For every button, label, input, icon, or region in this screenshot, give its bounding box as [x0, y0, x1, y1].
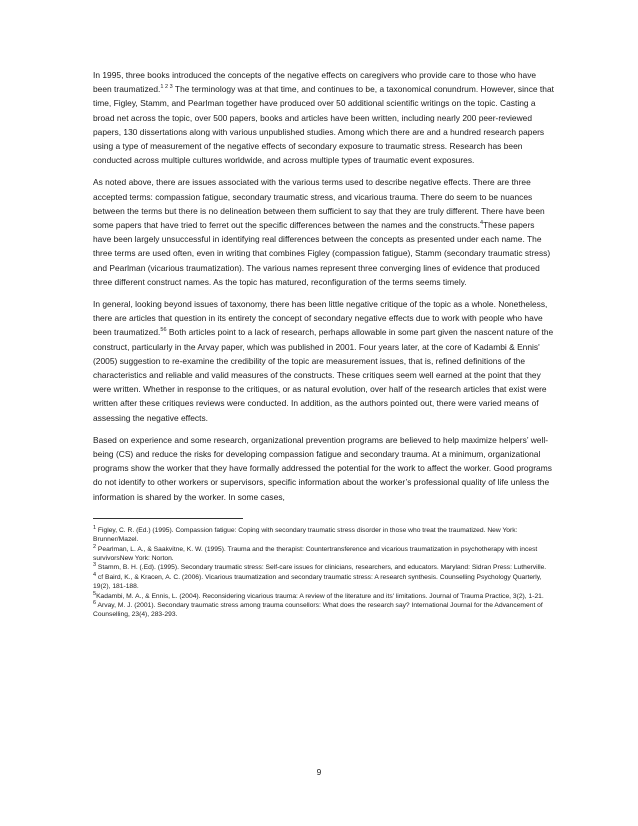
page-number: 9	[316, 767, 322, 777]
footnote-number: 4	[93, 571, 97, 578]
footnote-number: 2	[93, 543, 97, 550]
footnote-reference[interactable]: 4	[479, 220, 484, 227]
paragraph-text: The terminology was at that time, and continues to be, a taxonomical conundrum. However, since that time, Figley, Stamm, and Pearlman together have produced over 50 additional scientific writings on the topic. Casting a broad net across the topic, over 500 papers, books and articles have been written, including nearly 200 peer-reviewed papers, 130 dissertations along with various unpublished studies. Among which there are and a hundred research papers using a type of measurement of the negative effects of secondary exposure to traumatic stress. Research has been conducted across multiple cultures worldwide, and across multiple types of traumatic event exposures.	[93, 84, 554, 166]
footnote-text: Pearlman, L. A., & Saakvitne, K. W. (1995). Trauma and the therapist: Countertransference and vicarious traumatization in psychotherapy with incest survivorsNew York: Norton.	[93, 545, 538, 562]
footnote-5	[93, 592, 554, 601]
body-paragraph-3	[93, 297, 554, 425]
footnote-2	[93, 545, 554, 563]
footnote-reference[interactable]: 1 2 3	[160, 84, 173, 91]
footnote-text: cf Baird, K., & Kracen, A. C. (2006). Vicarious traumatization and secondary traumatic stress: A research synthesis. Counselling Psychology Quarterly, 19(2), 181-188.	[93, 573, 542, 590]
footnote-text: Stamm, B. H. (.Ed). (1995). Secondary traumatic stress: Self-care issues for clinicians, researchers, and educators. Maryland: Sidran Press: Lutherville.	[96, 564, 547, 572]
paragraph-text: In 1995, three books introduced the concepts of the negative effects on caregivers who provide care to those who have been traumatized.	[93, 70, 537, 95]
body-paragraph-4	[93, 433, 554, 504]
paragraph-text: As noted above, there are issues associated with the various terms used to describe negative effects. There are three accepted terms: compassion fatigue, secondary traumatic stress, and vicarious trauma. There do seem to be nuances between the terms but there is no delineation between them sufficient to say that they are truly different. There have been some papers that have tried to ferret out the specific differences between the names and the constructs.	[93, 177, 545, 231]
footnote-4	[93, 573, 554, 591]
footnote-separator	[93, 518, 243, 519]
body-paragraph-2	[93, 175, 554, 289]
paragraph-text: These papers have been largely unsuccessful in identifying real differences between the concepts as presented under each name. The three terms are used often, even in writing that combines Figley (compassion fatigue), Stamm (secondary traumatic stress) and Pearlman (vicarious traumatization). The various names represent three converging lines of evidence that produced three different construct names. As the topic has matured, reconfiguration of the terms seems timely.	[93, 220, 551, 287]
body-paragraph-1	[93, 68, 554, 167]
footnote-text: Kadambi, M. A., & Ennis, L. (2004). Reconsidering vicarious trauma: A review of the literature and its' limitations. Journal of Trauma Practice, 3(2), 1-21.	[96, 592, 544, 600]
footnote-text: Arvay, M. J. (2001). Secondary traumatic stress among trauma counsellors: What does the research say? International Journal for the Advancement of Counselling, 23(4), 283-293.	[93, 602, 543, 619]
footnote-3	[93, 563, 554, 572]
footnote-number: 3	[93, 562, 97, 569]
footnote-number: 5	[93, 590, 97, 597]
footnote-text: Figley, C. R. (Ed.) (1995). Compassion fatigue: Coping with secondary traumatic stress disorder in those who treat the traumatized. New York: Brunner/Mazel.	[93, 526, 518, 543]
footnote-number: 6	[93, 599, 97, 606]
footnote-1	[93, 526, 554, 544]
paragraph-text: Both articles point to a lack of research, perhaps allowable in some part given the nascent nature of the construct, particularly in the Arvay paper, which was published in 2001. Four years later, at the core of Kadambi & Ennis' (2005) suggestion to re-examine the credibility of the topic are measurement issues, that is, refined definitions of the characteristics and reliable and valid measures of the constructs. These critiques seem well earned at the point that they were written. Whether in response to the critiques, or as natural evolution, over half of the research articles that exist were written after these critiques reviews were conducted. In addition, as the authors pointed out, there were varied means of assessing the negative effects.	[93, 327, 554, 423]
footnote-number: 1	[93, 524, 97, 531]
footnote-6	[93, 601, 554, 619]
paragraph-text: In general, looking beyond issues of taxonomy, there has been little negative critique of the topic as a whole. Nonetheless, there are articles that question in its entirety the concept of secondary negative effects due to work with people who have been traumatized.	[93, 299, 548, 338]
paragraph-text: Based on experience and some research, organizational prevention programs are believed to help maximize helpers’ well-being (CS) and reduce the risks for developing compassion fatigue and secondary trauma. At a minimum, organizational programs show the worker that they have formally addressed the potential for the work to affect the worker. Good programs do not identify to other workers or supervisors, specific information about the worker’s professional quality of life unless the information is shared by the worker. In some cases,	[93, 434, 552, 502]
footnote-reference[interactable]: 56	[160, 327, 167, 334]
